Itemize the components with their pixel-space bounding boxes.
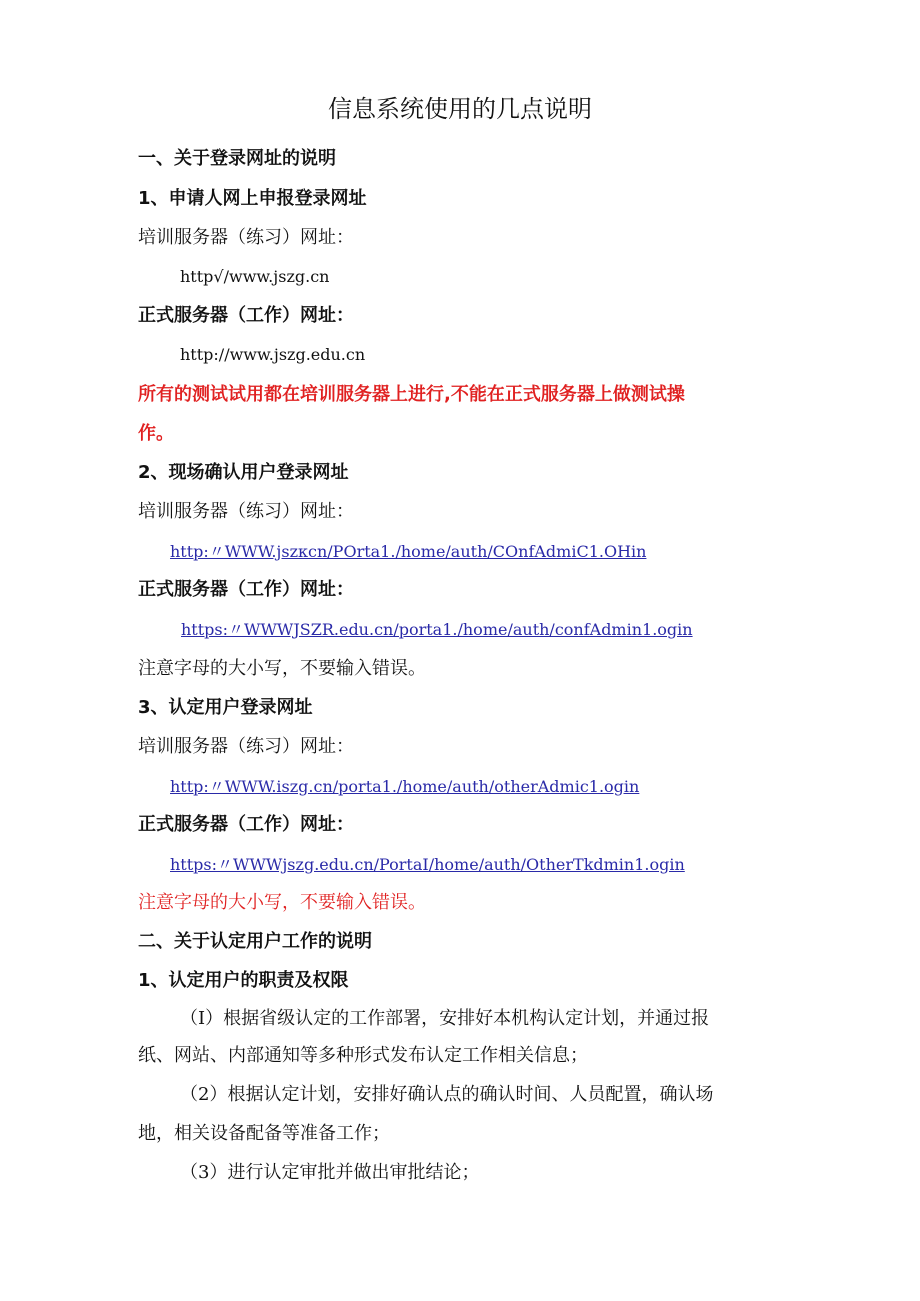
sub2-formal-url-link[interactable]: https:〃WWWJSZR.edu.cn/porta1./home/auth/confAdmin1.ogin xyxy=(181,620,693,639)
page-title: 信息系统使用的几点说明 xyxy=(328,95,592,123)
item2-line-1: （2）根据认定计划，安排好确认点的确认时间、人员配置，确认场 xyxy=(180,1084,714,1105)
sub1-formal-label: 正式服务器（工作）网址： xyxy=(138,305,354,326)
section2-sub1-heading: 1、认定用户的职责及权限 xyxy=(138,970,349,991)
sub1-training-url: http√/www.jszg.cn xyxy=(180,267,330,286)
item2-line-2: 地，相关设备配备等准备工作； xyxy=(138,1123,390,1144)
sub2-training-url-link[interactable]: http:〃WWW.jszκcn/POrta1./home/auth/COnfAdmiC1.OHin xyxy=(170,542,647,561)
sub3-training-url-link[interactable]: http:〃WWW.iszg.cn/porta1./home/auth/otherAdmic1.ogin xyxy=(170,777,640,796)
sub3-note: 注意字母的大小写，不要输入错误。 xyxy=(138,892,426,913)
item1-line-2: 纸、网站、内部通知等多种形式发布认定工作相关信息； xyxy=(138,1045,588,1066)
sub2-heading: 2、现场确认用户登录网址 xyxy=(138,462,349,483)
sub1-training-label: 培训服务器（练习）网址： xyxy=(138,227,354,248)
section2-heading: 二、关于认定用户工作的说明 xyxy=(138,931,372,952)
item3-line-1: （3）进行认定审批并做出审批结论； xyxy=(180,1162,480,1183)
sub3-formal-url-link[interactable]: https:〃WWWjszg.edu.cn/PortaI/home/auth/OtherTkdmin1.ogin xyxy=(170,855,685,874)
item1-line-1: （I）根据省级认定的工作部署，安排好本机构认定计划，并通过报 xyxy=(180,1008,710,1029)
sub1-formal-url: http://www.jszg.edu.cn xyxy=(180,345,366,364)
sub2-note: 注意字母的大小写，不要输入错误。 xyxy=(138,658,426,679)
sub3-training-label: 培训服务器（练习）网址： xyxy=(138,736,354,757)
warning-line-2: 作。 xyxy=(138,423,174,444)
section1-heading: 一、关于登录网址的说明 xyxy=(138,148,336,169)
warning-line-1: 所有的测试试用都在培训服务器上进行,不能在正式服务器上做测试操 xyxy=(138,384,685,405)
sub1-heading: 1、申请人网上申报登录网址 xyxy=(138,188,367,209)
sub2-training-label: 培训服务器（练习）网址： xyxy=(138,501,354,522)
sub2-formal-label: 正式服务器（工作）网址： xyxy=(138,579,354,600)
sub3-formal-label: 正式服务器（工作）网址： xyxy=(138,814,354,835)
sub3-heading: 3、认定用户登录网址 xyxy=(138,697,313,718)
